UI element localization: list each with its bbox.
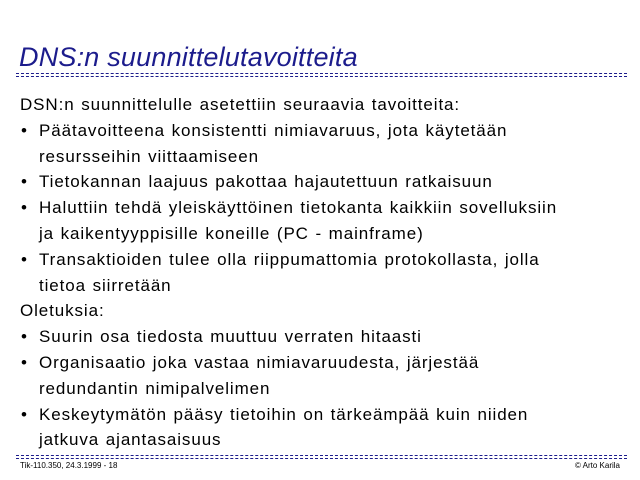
list-item xyxy=(20,118,625,170)
bullet-icon: • xyxy=(21,404,28,424)
bullet-text: Transaktioiden tulee olla riippumattomia protokollasta, jolla xyxy=(39,249,540,269)
list-item xyxy=(20,402,625,454)
bullet-text: Haluttiin tehdä yleiskäyttöinen tietokanta kaikkiin sovelluksiin xyxy=(39,198,558,218)
slide-body xyxy=(20,92,625,453)
footer-divider-lower xyxy=(16,458,627,459)
bullet-text-continued: resursseihin viittaamiseen xyxy=(39,146,259,166)
list-item xyxy=(20,350,625,402)
footer-course-info: Tik-110.350, 24.3.1999 - 18 xyxy=(20,461,118,470)
bullet-icon: • xyxy=(21,327,28,347)
bullet-text: Tietokannan laajuus pakottaa hajautettuun ratkaisuun xyxy=(39,172,493,192)
footer-copyright: © Arto Karila xyxy=(574,461,620,470)
bullet-icon: • xyxy=(21,198,28,218)
bullet-text: Suurin osa tiedosta muuttuu verraten hitaasti xyxy=(39,327,422,347)
list-item xyxy=(20,247,625,299)
footer-divider-upper xyxy=(16,455,627,456)
bullet-text: Päätavoitteena konsistentti nimiavaruus, jota käytetään xyxy=(39,120,508,140)
title-divider-lower xyxy=(16,76,627,77)
intro-text: DSN:n suunnittelulle asetettiin seuraavia tavoitteita: xyxy=(20,95,461,114)
assumptions-heading: Oletuksia: xyxy=(20,301,105,321)
bullet-text-continued: redundantin nimipalvelimen xyxy=(39,378,271,398)
list-item xyxy=(20,169,625,195)
bullet-icon: • xyxy=(21,120,28,140)
bullet-text-continued: tietoa siirretään xyxy=(39,275,172,295)
bullet-text-continued: ja kaikentyyppisille koneille (PC - mainframe) xyxy=(39,223,424,243)
list-item xyxy=(20,324,625,350)
title-divider-upper xyxy=(16,73,627,74)
bullet-text-continued: jatkuva ajantasaisuus xyxy=(39,430,222,450)
bullet-icon: • xyxy=(21,172,28,192)
bullet-icon: • xyxy=(21,352,28,372)
bullet-icon: • xyxy=(21,249,28,269)
list-item xyxy=(20,195,625,247)
bullet-text: Keskeytymätön pääsy tietoihin on tärkeämpää kuin niiden xyxy=(39,404,529,424)
slide-title: DNS:n suunnittelutavoitteita xyxy=(19,42,358,72)
bullet-text: Organisaatio joka vastaa nimiavaruudesta, järjestää xyxy=(39,352,480,372)
